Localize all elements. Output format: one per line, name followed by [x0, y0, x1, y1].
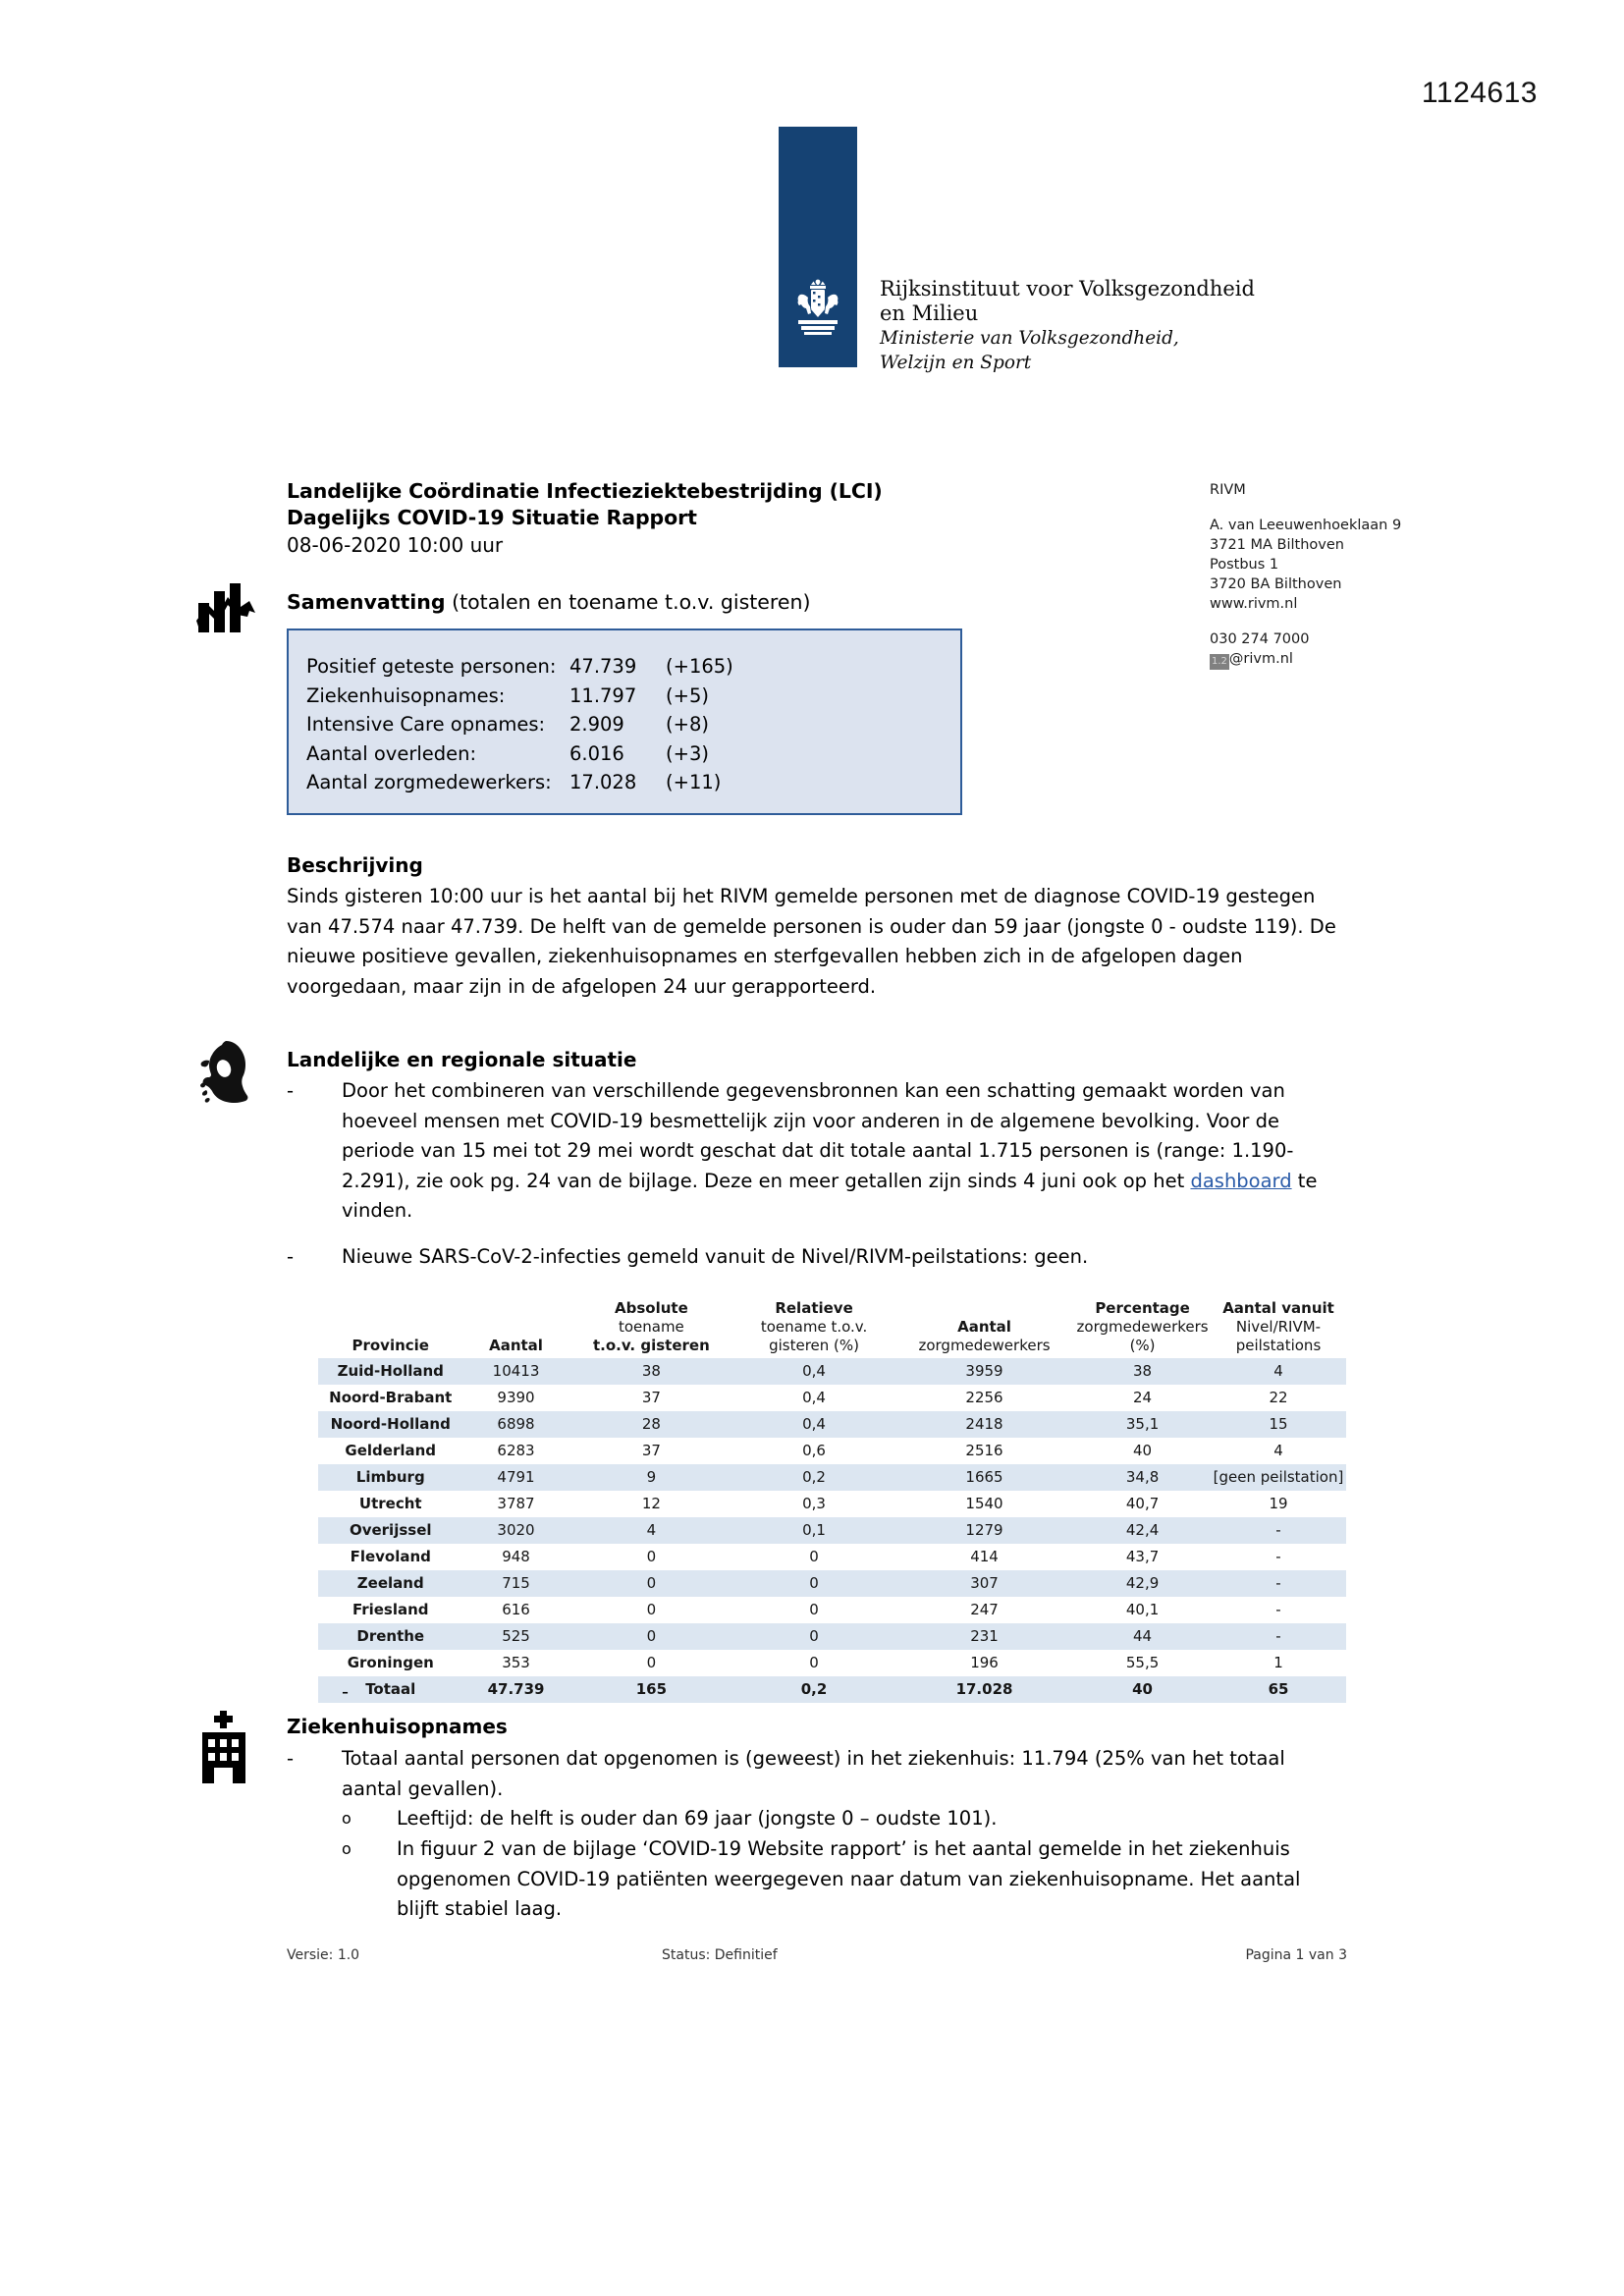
cell-zorg: 2418	[894, 1411, 1074, 1438]
cell-zorg: 17.028	[894, 1676, 1074, 1703]
cell-aantal: 9390	[462, 1385, 568, 1411]
cell-nivel: -	[1211, 1517, 1346, 1544]
summary-label: Ziekenhuisopnames:	[306, 683, 506, 707]
cell-relatieve: 0	[733, 1544, 894, 1570]
cell-zorg: 196	[894, 1650, 1074, 1676]
dashboard-link[interactable]: dashboard	[1190, 1169, 1292, 1192]
cell-zorg: 2256	[894, 1385, 1074, 1411]
cell-provincie: Overijssel	[318, 1517, 462, 1544]
sub-bullet-circle: o	[342, 1809, 352, 1828]
summary-value: 47.739	[569, 655, 637, 678]
cell-relatieve: 0,4	[733, 1358, 894, 1385]
address-website: www.rivm.nl	[1210, 596, 1298, 612]
cell-nivel: [geen peilstation]	[1211, 1464, 1346, 1491]
dutch-coat-of-arms-icon	[792, 277, 843, 338]
table-row	[318, 1438, 1346, 1464]
report-date: 08-06-2020 10:00 uur	[287, 533, 504, 557]
summary-row	[306, 739, 960, 769]
bullet-dash: -	[287, 1747, 295, 1770]
cell-nivel: -	[1211, 1623, 1346, 1650]
hospital-icon	[198, 1711, 249, 1783]
cell-absolute: 0	[569, 1623, 734, 1650]
th-rel-l2: toename t.o.v.	[760, 1318, 868, 1336]
cell-relatieve: 0	[733, 1570, 894, 1597]
th-nivel-l1: Aantal vanuit	[1222, 1299, 1334, 1317]
th-zorg-l1: Aantal	[957, 1318, 1011, 1336]
bullet-dash: -	[287, 1079, 295, 1102]
ziekenhuis-sub-bullet-1	[287, 1804, 1345, 1834]
cell-aantal: 10413	[462, 1358, 568, 1385]
th-zorg-l2: zorgmedewerkers	[918, 1337, 1051, 1354]
table-row	[318, 1464, 1346, 1491]
th-pct-l2: zorgmedewerkers	[1076, 1318, 1209, 1336]
cell-aantal: 353	[462, 1650, 568, 1676]
redacted-email-prefix: 1.2	[1210, 654, 1229, 670]
th-abs-l3: t.o.v. gisteren	[593, 1337, 710, 1354]
summary-label: Aantal overleden:	[306, 741, 477, 765]
bar-chart-icon	[194, 581, 259, 634]
cell-nivel: 65	[1211, 1676, 1346, 1703]
ziekenhuisopnames-heading: Ziekenhuisopnames	[287, 1715, 508, 1738]
th-abs-l2: toename	[618, 1318, 684, 1336]
cell-provincie: Flevoland	[318, 1544, 462, 1570]
document-id: 1124613	[1421, 77, 1538, 109]
bullet-row	[287, 1076, 1345, 1227]
cell-pct: 35,1	[1074, 1411, 1211, 1438]
cell-nivel: 4	[1211, 1438, 1346, 1464]
summary-list	[289, 630, 960, 797]
cell-zorg: 3959	[894, 1358, 1074, 1385]
table-row	[318, 1650, 1346, 1676]
cell-pct: 55,5	[1074, 1650, 1211, 1676]
table-row	[318, 1570, 1346, 1597]
bullet-row	[287, 1242, 1345, 1273]
cell-relatieve: 0	[733, 1597, 894, 1623]
email-domain: @rivm.nl	[1228, 651, 1293, 667]
cell-nivel: -	[1211, 1597, 1346, 1623]
cell-pct: 24	[1074, 1385, 1211, 1411]
bullet-text: Totaal aantal personen dat opgenomen is (geweest) in het ziekenhuis: 11.794 (25% van het totaal aantal gevallen).	[342, 1747, 1285, 1800]
summary-row	[306, 652, 960, 682]
logo-line-2: en Milieu	[880, 301, 979, 325]
th-abs-l1: Absolute	[615, 1299, 688, 1317]
summary-delta: (+3)	[666, 741, 709, 765]
cell-zorg: 247	[894, 1597, 1074, 1623]
cell-nivel: 22	[1211, 1385, 1346, 1411]
cell-pct: 44	[1074, 1623, 1211, 1650]
regionale-bullet-2	[287, 1242, 1345, 1273]
cell-absolute: 38	[569, 1358, 734, 1385]
summary-label: Aantal zorgmedewerkers:	[306, 771, 552, 793]
cell-zorg: 1665	[894, 1464, 1074, 1491]
summary-box	[287, 629, 962, 815]
table-row	[318, 1411, 1346, 1438]
th-aantal-zorgmedewerkers	[894, 1299, 1074, 1358]
regionale-heading: Landelijke en regionale situatie	[287, 1048, 637, 1071]
cell-aantal: 525	[462, 1623, 568, 1650]
cell-aantal: 948	[462, 1544, 568, 1570]
th-absolute-toename	[569, 1299, 734, 1358]
cell-provincie: Noord-Brabant	[318, 1385, 462, 1411]
summary-delta: (+11)	[666, 771, 722, 793]
cell-aantal: 47.739	[462, 1676, 568, 1703]
address-postbus-city: 3720 BA Bilthoven	[1210, 576, 1342, 592]
report-title-line-2: Dagelijks COVID-19 Situatie Rapport	[287, 506, 697, 529]
summary-value: 6.016	[569, 741, 624, 765]
address-spacer	[1210, 500, 1401, 516]
logo-line-1: Rijksinstituut voor Volksgezondheid	[880, 277, 1255, 301]
cell-zorg: 231	[894, 1623, 1074, 1650]
ziekenhuis-sub-bullet-2	[287, 1834, 1345, 1925]
cell-relatieve: 0,3	[733, 1491, 894, 1517]
cell-aantal: 3020	[462, 1517, 568, 1544]
th-aantal-vanuit-nivel	[1211, 1299, 1346, 1358]
table-row	[318, 1358, 1346, 1385]
samenvatting-heading	[287, 589, 811, 615]
address-spacer-2	[1210, 614, 1401, 629]
report-title-line-1: Landelijke Coördinatie Infectieziektebestrijding (LCI)	[287, 479, 883, 503]
cell-pct: 40,1	[1074, 1597, 1211, 1623]
cell-zorg: 307	[894, 1570, 1074, 1597]
cell-absolute: 28	[569, 1411, 734, 1438]
summary-delta: (+165)	[666, 655, 733, 678]
cell-relatieve: 0,2	[733, 1676, 894, 1703]
cell-absolute: 9	[569, 1464, 734, 1491]
th-nivel-l2: Nivel/RIVM-	[1235, 1318, 1322, 1336]
rivm-logo	[779, 127, 1289, 373]
samenvatting-heading-rest: (totalen en toename t.o.v. gisteren)	[445, 590, 811, 614]
cell-provincie: Gelderland	[318, 1438, 462, 1464]
th-pct-l3: (%)	[1129, 1337, 1156, 1354]
summary-delta: (+8)	[666, 713, 709, 736]
th-provincie	[318, 1299, 462, 1358]
address-block	[1210, 480, 1401, 669]
samenvatting-heading-bold: Samenvatting	[287, 590, 446, 614]
cell-zorg: 2516	[894, 1438, 1074, 1464]
table-body	[318, 1358, 1346, 1703]
table-header-row	[318, 1299, 1346, 1358]
cell-absolute: 4	[569, 1517, 734, 1544]
summary-label: Positief geteste personen:	[306, 655, 557, 678]
summary-delta: (+5)	[666, 683, 709, 707]
table-row	[318, 1597, 1346, 1623]
report-title-block	[287, 478, 1072, 559]
cell-pct: 34,8	[1074, 1464, 1211, 1491]
cell-relatieve: 0,6	[733, 1438, 894, 1464]
table-row	[318, 1491, 1346, 1517]
summary-row	[306, 710, 960, 739]
bullet-text	[342, 1076, 1345, 1227]
summary-row	[306, 682, 960, 711]
cell-provincie: Groningen	[318, 1650, 462, 1676]
cell-absolute: 12	[569, 1491, 734, 1517]
cell-aantal: 616	[462, 1597, 568, 1623]
table-row	[318, 1623, 1346, 1650]
cell-provincie: Noord-Holland	[318, 1411, 462, 1438]
th-relatieve-toename	[733, 1299, 894, 1358]
cell-provincie: Drenthe	[318, 1623, 462, 1650]
cell-provincie: Utrecht	[318, 1491, 462, 1517]
logo-ministry-line-1: Ministerie van Volksgezondheid,	[880, 328, 1179, 349]
bullet-row	[287, 1744, 1345, 1804]
table-row	[318, 1385, 1346, 1411]
bullet-dash: -	[287, 1245, 295, 1268]
cell-pct: 38	[1074, 1358, 1211, 1385]
cell-relatieve: 0,4	[733, 1411, 894, 1438]
cell-absolute: 0	[569, 1570, 734, 1597]
address-postbus: Postbus 1	[1210, 557, 1279, 573]
cell-aantal: 3787	[462, 1491, 568, 1517]
cell-nivel: 15	[1211, 1411, 1346, 1438]
cell-absolute: 0	[569, 1650, 734, 1676]
cell-aantal: 715	[462, 1570, 568, 1597]
address-org: RIVM	[1210, 482, 1246, 498]
cell-pct: 42,9	[1074, 1570, 1211, 1597]
logo-ministry-line-2: Welzijn en Sport	[880, 353, 1032, 373]
cell-nivel: 19	[1211, 1491, 1346, 1517]
cell-aantal: 6898	[462, 1411, 568, 1438]
cell-pct: 43,7	[1074, 1544, 1211, 1570]
address-street: A. van Leeuwenhoeklaan 9	[1210, 518, 1402, 533]
footer-version: Versie: 1.0	[287, 1947, 360, 1963]
footer-status: Status: Definitief	[662, 1947, 778, 1963]
cell-nivel: 1	[1211, 1650, 1346, 1676]
address-phone: 030 274 7000	[1210, 631, 1310, 647]
sub-bullet-row	[287, 1834, 1345, 1925]
th-aantal-label: Aantal	[489, 1337, 543, 1354]
table-row-total	[318, 1676, 1346, 1703]
sub-bullet-text: In figuur 2 van de bijlage ‘COVID-19 Website rapport’ is het aantal gemelde in het ziekenhuis opgenomen COVID-19 patiënten weergegeven naar datum van ziekenhuisopname. Het aantal blijft stabiel laag.	[397, 1837, 1301, 1920]
cell-pct: 40,7	[1074, 1491, 1211, 1517]
cell-provincie: Totaal	[318, 1676, 462, 1703]
cell-pct: 40	[1074, 1676, 1211, 1703]
netherlands-map-icon	[196, 1039, 257, 1114]
address-postcode-city: 3721 MA Bilthoven	[1210, 537, 1344, 553]
bullet-text: Nieuwe SARS-CoV-2-infecties gemeld vanuit de Nivel/RIVM-peilstations: geen.	[342, 1245, 1089, 1268]
trailing-dash: -	[342, 1680, 350, 1703]
cell-relatieve: 0,2	[733, 1464, 894, 1491]
summary-value: 17.028	[569, 771, 637, 793]
footer-page-number: Pagina 1 van 3	[1245, 1947, 1347, 1963]
cell-relatieve: 0,1	[733, 1517, 894, 1544]
summary-value: 11.797	[569, 683, 637, 707]
cell-nivel: -	[1211, 1544, 1346, 1570]
cell-pct: 42,4	[1074, 1517, 1211, 1544]
cell-provincie: Zuid-Holland	[318, 1358, 462, 1385]
cell-pct: 40	[1074, 1438, 1211, 1464]
cell-relatieve: 0,4	[733, 1385, 894, 1411]
cell-absolute: 0	[569, 1544, 734, 1570]
logo-text	[880, 277, 1255, 375]
cell-absolute: 37	[569, 1438, 734, 1464]
cell-provincie: Zeeland	[318, 1570, 462, 1597]
beschrijving-heading: Beschrijving	[287, 853, 423, 877]
summary-value: 2.909	[569, 713, 624, 736]
cell-absolute: 0	[569, 1597, 734, 1623]
cell-nivel: -	[1211, 1570, 1346, 1597]
bullet-text-part-2: te vinden.	[342, 1169, 1318, 1222]
cell-relatieve: 0	[733, 1623, 894, 1650]
ziekenhuis-bullet-1	[287, 1744, 1345, 1804]
address-email	[1210, 649, 1401, 669]
cell-zorg: 1540	[894, 1491, 1074, 1517]
cell-relatieve: 0	[733, 1650, 894, 1676]
cell-provincie: Friesland	[318, 1597, 462, 1623]
cell-absolute: 165	[569, 1676, 734, 1703]
sub-bullet-row	[287, 1804, 1345, 1834]
provinces-table	[318, 1299, 1346, 1703]
th-nivel-l3: peilstations	[1235, 1337, 1322, 1354]
regionale-bullet-1	[287, 1076, 1345, 1227]
bullet-text-part-1: Door het combineren van verschillende gegevensbronnen kan een schatting gemaakt worden van hoeveel mensen met COVID-19 besmettelijk zijn voor anderen in de algemene bevolking. Voor de periode van 15 mei tot 29 mei wordt geschat dat dit totale aantal 1.715 personen is (range: 1.190-2.291), zie ook pg. 24 van de bijlage. Deze en meer getallen zijn sinds 4 juni ook op het	[342, 1079, 1294, 1192]
th-provincie-label: Provincie	[352, 1337, 429, 1354]
table-head	[318, 1299, 1346, 1358]
cell-zorg: 1279	[894, 1517, 1074, 1544]
sub-bullet-circle: o	[342, 1839, 352, 1858]
summary-label: Intensive Care opnames:	[306, 713, 546, 736]
th-rel-l3: gisteren (%)	[769, 1337, 859, 1354]
table-row	[318, 1544, 1346, 1570]
cell-nivel: 4	[1211, 1358, 1346, 1385]
th-pct-l1: Percentage	[1095, 1299, 1190, 1317]
table-row	[318, 1517, 1346, 1544]
sub-bullet-text: Leeftijd: de helft is ouder dan 69 jaar (jongste 0 – oudste 101).	[397, 1807, 998, 1830]
summary-row	[306, 768, 960, 797]
cell-aantal: 6283	[462, 1438, 568, 1464]
th-rel-l1: Relatieve	[775, 1299, 853, 1317]
cell-provincie: Limburg	[318, 1464, 462, 1491]
cell-zorg: 414	[894, 1544, 1074, 1570]
cell-absolute: 37	[569, 1385, 734, 1411]
th-percentage-zorgmedewerkers	[1074, 1299, 1211, 1358]
beschrijving-paragraph: Sinds gisteren 10:00 uur is het aantal bij het RIVM gemelde personen met de diagnose COVID-19 gestegen van 47.574 naar 47.739. De helft van de gemelde personen is ouder dan 59 jaar (jongste 0 - oudste 119). De nieuwe positieve gevallen, ziekenhuisopnames en sterfgevallen hebben zich in de afgelopen dagen voorgedaan, maar zijn in de afgelopen 24 uur gerapporteerd.	[287, 885, 1336, 998]
cell-aantal: 4791	[462, 1464, 568, 1491]
th-aantal	[462, 1299, 568, 1358]
